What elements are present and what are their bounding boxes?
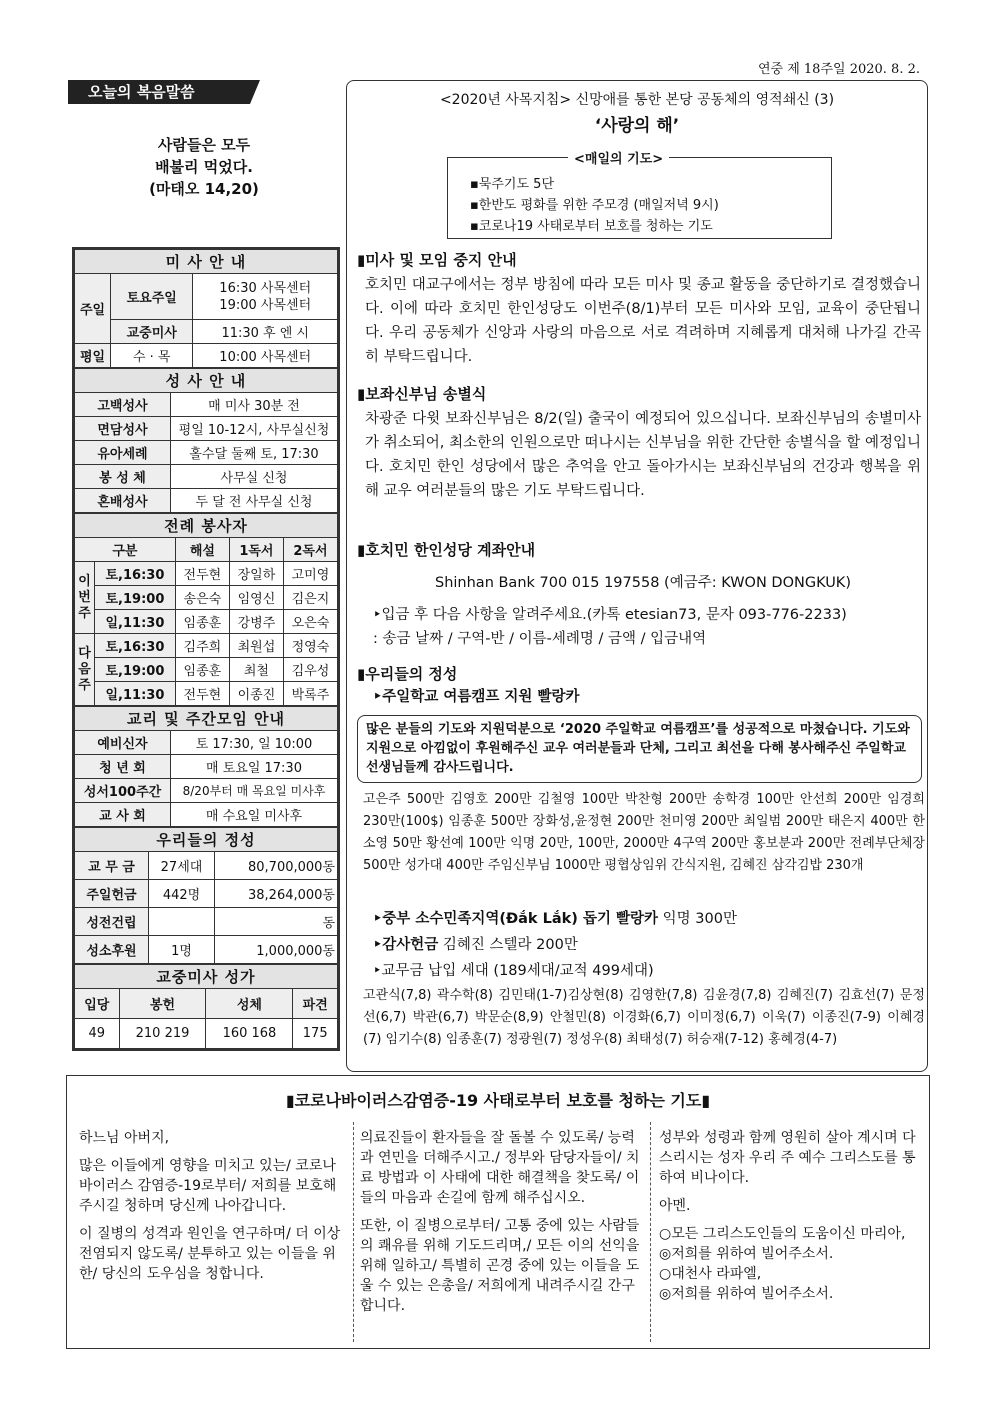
meeting-name: 청 년 회 — [75, 755, 171, 779]
servers-cell: 전두현 — [175, 562, 229, 586]
daily-prayer-box — [447, 152, 832, 239]
servers-cell: 송은숙 — [175, 586, 229, 610]
main-panel — [346, 80, 928, 1072]
servers-cell: 전두현 — [175, 682, 229, 706]
servers-cell: 토,16:30 — [95, 562, 176, 586]
servers-cell: 이종진 — [229, 682, 283, 706]
section-heading: ▮미사 및 모임 중지 안내 — [357, 251, 517, 269]
section-heading: ▮보좌신부님 송별식 — [357, 385, 487, 403]
servers-cell: 김은지 — [283, 586, 337, 610]
mass-time: 16:30 사목센터 19:00 사목센터 — [193, 274, 338, 320]
servers-col: 해설 — [175, 538, 229, 562]
bank-note: ‣입금 후 다음 사항을 알려주세요.(카톡 etesian73, 문자 093-776-2233) — [373, 607, 847, 623]
servers-cell: 장일하 — [229, 562, 283, 586]
meeting-value: 매 토요일 17:30 — [171, 755, 338, 779]
sacrament-heading: 성 사 안 내 — [75, 369, 338, 393]
section-text: 호치민 대교구에서는 정부 방침에 따라 모든 미사 및 종교 활동을 중단하기로 결정했습니다. 이에 따라 호치민 한인성당도 이번주(8/1)부터 모든 미사와 모임, 교육이 중단됩니다. 우리 공동체가 신앙과 사랑의 마음으로 서로 격려하며 지혜롭게 대처해 나가길 간곡히 부탁드립니다. — [365, 277, 921, 365]
servers-cell: 김주희 — [175, 634, 229, 658]
issue-date: 연중 제 18주일 2020. 8. 2. — [757, 62, 920, 77]
bank-note: : 송금 날짜 / 구역-반 / 이름-세례명 / 금액 / 입금내역 — [373, 631, 707, 647]
info-tables — [72, 247, 340, 1051]
offering-count: 442명 — [149, 880, 215, 908]
sacrament-name: 유아세례 — [75, 441, 171, 465]
prayer-para: 하느님 아버지, — [79, 1130, 170, 1146]
offering-amount: 동 — [215, 908, 338, 936]
prayer-title: ▮코로나바이러스감염증-19 사태로부터 보호를 청하는 기도▮ — [285, 1091, 711, 1110]
prayer-para: 많은 이들에게 영향을 미치고 있는/ 코로나 바이러스 감염증-19로부터/ 저희를 보호해주시길 청하며 당신께 나아갑니다. — [79, 1158, 337, 1214]
offering-table — [74, 827, 338, 964]
prayer-line: ◎저희를 위하여 빌어주소서. — [659, 1286, 834, 1302]
sacrament-name: 혼배성사 — [75, 489, 171, 513]
mass-heading: 미 사 안 내 — [75, 250, 338, 274]
donation-detail: 김혜진 스텔라 200만 — [442, 937, 578, 953]
donation-line — [365, 907, 921, 931]
prayer-item: ▪한반도 평화를 위한 주모경 (매일저녁 9시) — [470, 198, 719, 213]
section-heading: ▮호치민 한인성당 계좌안내 — [357, 541, 536, 559]
servers-col: 1독서 — [229, 538, 283, 562]
sacrament-table — [74, 368, 338, 513]
prayer-line: ○모든 그리스도인들의 도움이신 마리아, — [659, 1226, 906, 1242]
gospel-line: 배불리 먹었다. — [155, 158, 253, 176]
donation-title: ‣감사헌금 — [373, 937, 439, 953]
mass-name: 교중미사 — [111, 320, 193, 344]
offering-name: 성소후원 — [75, 936, 149, 964]
offering-heading: 우리들의 정성 — [75, 828, 338, 852]
prayer-para: 아멘. — [659, 1198, 691, 1214]
sacrament-value: 매 미사 30분 전 — [171, 393, 338, 417]
mass-table — [74, 249, 338, 368]
servers-table — [74, 513, 338, 706]
meetings-heading: 교리 및 주간모임 안내 — [75, 707, 338, 731]
gospel-heading: 오늘의 복음말씀 — [68, 80, 250, 104]
offering-amount: 1,000,000동 — [215, 936, 338, 964]
donation-title: ‣중부 소수민족지역(Đắk Lắk) 돕기 빨랑카 — [373, 911, 659, 927]
servers-group: 다음주 — [75, 634, 95, 706]
prayer-column — [653, 1122, 925, 1342]
prayer-para: 의료진들이 환자들을 잘 돌볼 수 있도록/ 능력과 연민을 더해주시고./ 정부와 담당자들이/ 치료 방법과 이 사태에 대한 해결책을 찾도록/ 이들의 마음과 손길에 함께 해주십시오. — [360, 1130, 640, 1206]
member-list: 고관식(7,8) 곽수학(8) 김민태(1-7)김상현(8) 김영한(7,8) 김윤경(7,8) 김혜진(7) 김효선(7) 문정선(6,7) 박관(6,7) 박문순(8,9) 안철민(8) 이경화(6,7) 이미정(6,7) 이욱(7) 이종진(7-9) 이혜경(7) 임기수(8) 임종훈(7) 정광원(7) 정성우(8) 최태성(7) 허승재(7-12) 홍혜경(4-7) — [363, 988, 925, 1047]
gospel-verse — [68, 134, 340, 200]
sacrament-name: 봉 성 체 — [75, 465, 171, 489]
meeting-name: 예비신자 — [75, 731, 171, 755]
mass-time: 10:00 사목센터 — [193, 344, 338, 368]
servers-cell: 토,19:00 — [95, 586, 176, 610]
prayer-para: 성부와 성령과 함께 영원히 살아 계시며 다스리시는 성자 우리 주 예수 그리스도를 통하여 비나이다. — [659, 1130, 916, 1186]
servers-group: 이번주 — [75, 562, 95, 634]
hymn-value: 160 168 — [206, 1019, 293, 1049]
offering-count: 1명 — [149, 936, 215, 964]
servers-col: 2독서 — [283, 538, 337, 562]
meeting-name: 성서100주간 — [75, 779, 171, 803]
servers-cell: 정영숙 — [283, 634, 337, 658]
servers-cell: 최철 — [229, 658, 283, 682]
daily-prayer-label: <매일의 기도> — [568, 149, 669, 170]
servers-cell: 최원섭 — [229, 634, 283, 658]
servers-cell: 일,11:30 — [95, 682, 176, 706]
servers-cell: 토,16:30 — [95, 634, 176, 658]
sacrament-name: 고백성사 — [75, 393, 171, 417]
donation-line: ‣교무금 납입 세대 (189세대/교적 499세대) — [373, 963, 654, 979]
prayer-item: ▪묵주기도 5단 — [470, 177, 555, 192]
sacrament-name: 면담성사 — [75, 417, 171, 441]
offering-name: 교 무 금 — [75, 852, 149, 880]
meeting-value: 매 수요일 미사후 — [171, 803, 338, 827]
hymn-col: 파견 — [293, 989, 338, 1019]
bank-account: Shinhan Bank 700 015 197558 (예금주: KWON DONGKUK) — [435, 575, 851, 591]
hymn-value: 49 — [75, 1019, 120, 1049]
meeting-value: 8/20부터 매 목요일 미사후 — [171, 779, 338, 803]
servers-cell: 토,19:00 — [95, 658, 176, 682]
camp-heading: ‣주일학교 여름캠프 지원 빨랑카 — [373, 689, 580, 705]
sacrament-value: 평일 10-12시, 사무실신청 — [171, 417, 338, 441]
gospel-line: 사람들은 모두 — [157, 136, 251, 154]
hymn-value: 175 — [293, 1019, 338, 1049]
hymn-value: 210 219 — [119, 1019, 206, 1049]
prayer-panel — [66, 1075, 930, 1349]
meetings-table — [74, 706, 338, 827]
offering-count: 27세대 — [149, 852, 215, 880]
prayer-item: ▪코로나19 사태로부터 보호를 청하는 기도 — [470, 219, 713, 234]
main-title: <2020년 사목지침> 신망애를 통한 본당 공동체의 영적쇄신 (3) — [439, 92, 835, 108]
sacrament-value: 두 달 전 사무실 신청 — [171, 489, 338, 513]
offering-count — [149, 908, 215, 936]
prayer-line: ○대천사 라파엘, — [659, 1266, 762, 1282]
servers-cell: 박록주 — [283, 682, 337, 706]
meeting-value: 토 17:30, 일 10:00 — [171, 731, 338, 755]
hymn-col: 성체 — [206, 989, 293, 1019]
servers-cell: 강병주 — [229, 610, 283, 634]
prayer-para: 이 질병의 성격과 원인을 연구하며/ 더 이상 전염되지 않도록/ 분투하고 있는 이들을 위한/ 당신의 도우심을 청합니다. — [79, 1226, 341, 1282]
hymn-col: 입당 — [75, 989, 120, 1019]
mass-group: 주일 — [75, 274, 111, 344]
gospel-line: (마태오 14,20) — [149, 180, 259, 198]
main-subtitle: ‘사랑의 해’ — [594, 116, 680, 136]
servers-cell: 임영신 — [229, 586, 283, 610]
servers-cell: 고미영 — [283, 562, 337, 586]
servers-heading: 전례 봉사자 — [75, 514, 338, 538]
servers-cell: 임종훈 — [175, 610, 229, 634]
donation-line — [365, 933, 921, 957]
donor-list: 고은주 500만 김영호 200만 김철영 100만 박찬형 200만 송학경 100만 안선희 200만 임경희 230만(100$) 임종훈 500만 장화성,윤정현 200만 천미영 200만 최일범 200만 태은지 400만 한소영 50만 황선예 100만 익명 20만, 100만, 2000만 4구역 200만 홍보분과 200만 전례부단체장 500만 성가대 400만 주임신부님 1000만 평협상임위 간식지원, 김혜진 삼각김밥 230개 — [363, 792, 925, 873]
hymns-table — [74, 964, 338, 1049]
offering-name: 성전건립 — [75, 908, 149, 936]
hymns-heading: 교중미사 성가 — [75, 965, 338, 989]
servers-cell: 일,11:30 — [95, 610, 176, 634]
mass-name: 수 · 목 — [111, 344, 193, 368]
servers-cell: 임종훈 — [175, 658, 229, 682]
prayer-para: 또한, 이 질병으로부터/ 고통 중에 있는 사람들의 쾌유를 위해 기도드리며,/ 모든 이의 선익을 위해 일하고/ 특별히 곤경 중에 있는 이들을 도울 수 있는 은총을/ 저희에게 내려주시길 간구합니다. — [360, 1218, 640, 1314]
hymn-col: 봉헌 — [119, 989, 206, 1019]
offering-amount: 80,700,000동 — [215, 852, 338, 880]
mass-time: 11:30 후 엔 시 — [193, 320, 338, 344]
camp-notice: 많은 분들의 기도와 지원덕분으로 ‘2020 주일학교 여름캠프’를 성공적으로 마쳤습니다. 기도와 지원으로 아낌없이 후원해주신 교우 여러분들과 단체, 그리고 최선을 다해 봉사해주신 주일학교 선생님들께 감사드립니다. — [357, 715, 922, 783]
servers-cell: 김우성 — [283, 658, 337, 682]
mass-group: 평일 — [75, 344, 111, 368]
sacrament-value: 사무실 신청 — [171, 465, 338, 489]
offering-name: 주일헌금 — [75, 880, 149, 908]
mass-name: 토요주일 — [111, 274, 193, 320]
prayer-column — [353, 1122, 651, 1342]
section-text: 차광준 다윗 보좌신부님은 8/2(일) 출국이 예정되어 있으십니다. 보좌신부님의 송별미사가 취소되어, 최소한의 인원으로만 떠나시는 신부님을 위한 간단한 송별식을 할 예정입니다. 호치민 한인 성당에서 많은 추억을 안고 돌아가시는 보좌신부님의 건강과 행복을 위해 교우 여러분들의 많은 기도 부탁드립니다. — [365, 411, 921, 499]
prayer-column — [73, 1122, 351, 1342]
meeting-name: 교 사 회 — [75, 803, 171, 827]
donation-detail: 익명 300만 — [662, 911, 737, 927]
section-heading: ▮우리들의 정성 — [357, 665, 458, 683]
offering-amount: 38,264,000동 — [215, 880, 338, 908]
servers-cell: 오은숙 — [283, 610, 337, 634]
sacrament-value: 홀수달 둘째 토, 17:30 — [171, 441, 338, 465]
prayer-line: ◎저희를 위하여 빌어주소서. — [659, 1246, 834, 1262]
servers-col: 구분 — [75, 538, 176, 562]
